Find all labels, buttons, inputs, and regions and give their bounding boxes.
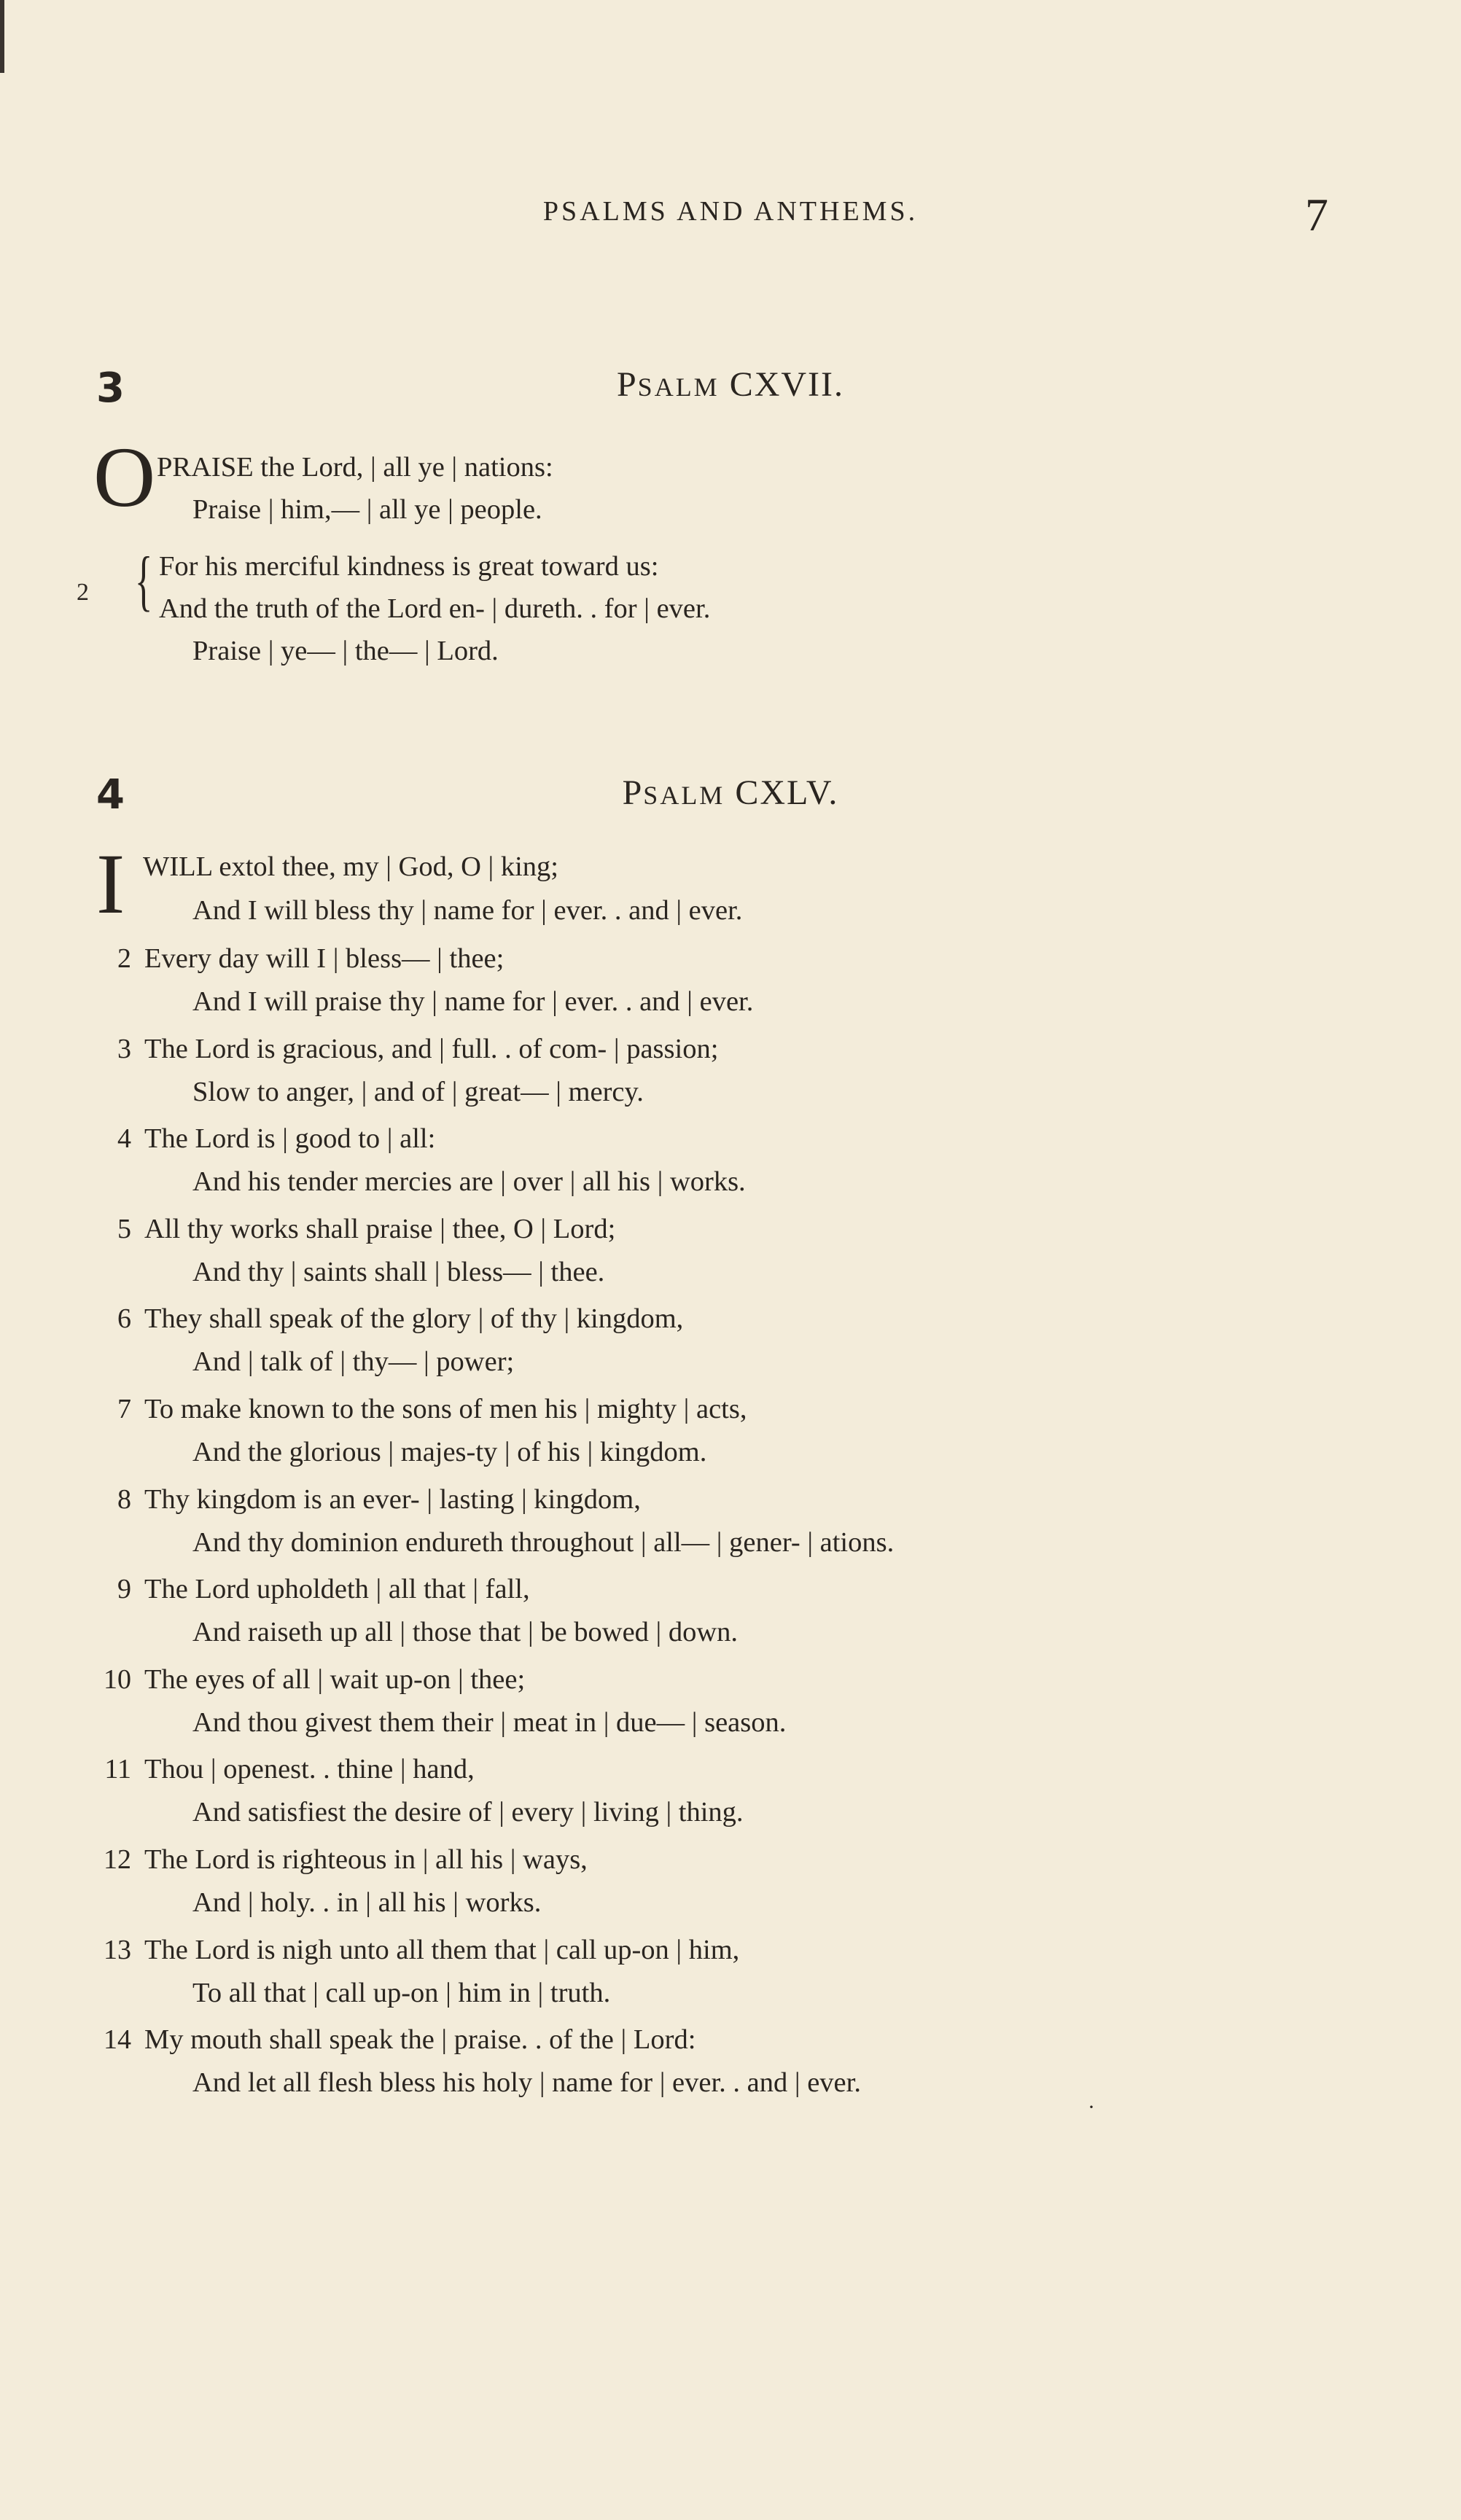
verse-line: To all that | call up-on | him in | truth. <box>192 1977 611 2008</box>
verse-line: And I will praise thy | name for | ever. . and | ever. <box>192 986 754 1017</box>
psalm-title: PSALM CXLV. <box>622 773 839 812</box>
verse-line: PRAISE the Lord, | all ye | nations: <box>157 452 553 483</box>
verse-line: And let all flesh bless his holy | name for | ever. . and | ever. <box>192 2067 861 2099</box>
verse-number: 3 <box>117 1033 131 1064</box>
verse-number: 7 <box>117 1394 131 1424</box>
verse-line: The Lord upholdeth | all that | fall, <box>144 1574 530 1605</box>
verse-number: 11 <box>104 1754 131 1785</box>
verse-line: The Lord is nigh unto all them that | call up-on | him, <box>144 1934 740 1965</box>
verse-number: 13 <box>104 1934 131 1965</box>
verse-line: Every day will I | bless— | thee; <box>144 943 504 974</box>
psalm-number: 3 <box>96 364 125 412</box>
page-number: 7 <box>1305 189 1328 241</box>
verse-line: To make known to the sons of men his | mighty | acts, <box>144 1394 747 1424</box>
verse-line: Praise | him,— | all ye | people. <box>192 494 542 525</box>
verse-line: The Lord is righteous in | all his | ways, <box>144 1844 588 1875</box>
running-head: PSALMS AND ANTHEMS. <box>542 196 919 227</box>
verse-line: And thy | saints shall | bless— | thee. <box>192 1256 605 1287</box>
psalm-title: PSALM CXVII. <box>616 365 845 404</box>
verse-brace: { <box>135 543 153 617</box>
verse-number: 14 <box>104 2024 131 2056</box>
verse-line: And his tender mercies are | over | all his | works. <box>192 1166 746 1198</box>
verse-line: The eyes of all | wait up-on | thee; <box>144 1663 526 1695</box>
verse-line: Praise | ye— | the— | Lord. <box>192 636 499 666</box>
verse-line: And raiseth up all | those that | be bowed | down. <box>192 1617 739 1648</box>
verse-line: All thy works shall praise | thee, O | Lord; <box>144 1213 616 1244</box>
verse-line: The Lord is | good to | all: <box>144 1123 436 1155</box>
verse-line: For his merciful kindness is great toward us: <box>159 551 659 582</box>
verse-line: They shall speak of the glory | of thy | kingdom, <box>144 1303 684 1335</box>
verse-line: And satisfiest the desire of | every | living | thing. <box>192 1797 744 1828</box>
verse-line: My mouth shall speak the | praise. . of the | Lord: <box>144 2024 696 2056</box>
verse-line: And the glorious | majes-ty | of his | kingdom. <box>192 1437 707 1467</box>
verse-line: And I will bless thy | name for | ever. . and | ever. <box>192 895 743 926</box>
verse-line: And the truth of the Lord en- | dureth. . for | ever. <box>159 593 711 624</box>
stray-mark: · <box>1088 2095 1095 2119</box>
verse-number: 10 <box>104 1663 131 1695</box>
verse-number: 2 <box>77 579 89 606</box>
verse-line: WILL extol thee, my | God, O | king; <box>143 851 558 882</box>
verse-line: And thy dominion endureth throughout | all— | gener- | ations. <box>192 1526 895 1558</box>
verse-number: 5 <box>117 1213 131 1244</box>
verse-number: 4 <box>117 1123 131 1155</box>
page-edge <box>0 0 4 73</box>
verse-number: 6 <box>117 1303 131 1335</box>
verse-line: Slow to anger, | and of | great— | mercy. <box>192 1076 644 1107</box>
verse-line: And | holy. . in | all his | works. <box>192 1887 542 1918</box>
verse-number: 8 <box>117 1483 131 1515</box>
verse-line: And | talk of | thy— | power; <box>192 1346 515 1378</box>
verse-line: Thou | openest. . thine | hand, <box>144 1754 475 1785</box>
drop-cap: I <box>96 836 125 932</box>
drop-cap: O <box>93 429 156 525</box>
verse-number: 9 <box>117 1574 131 1605</box>
psalm-number: 4 <box>96 771 125 819</box>
verse-number: 2 <box>117 943 131 974</box>
verse-line: The Lord is gracious, and | full. . of com- | passion; <box>144 1033 719 1064</box>
verse-number: 12 <box>104 1844 131 1875</box>
verse-line: Thy kingdom is an ever- | lasting | kingdom, <box>144 1483 641 1515</box>
verse-line: And thou givest them their | meat in | due— | season. <box>192 1706 787 1738</box>
